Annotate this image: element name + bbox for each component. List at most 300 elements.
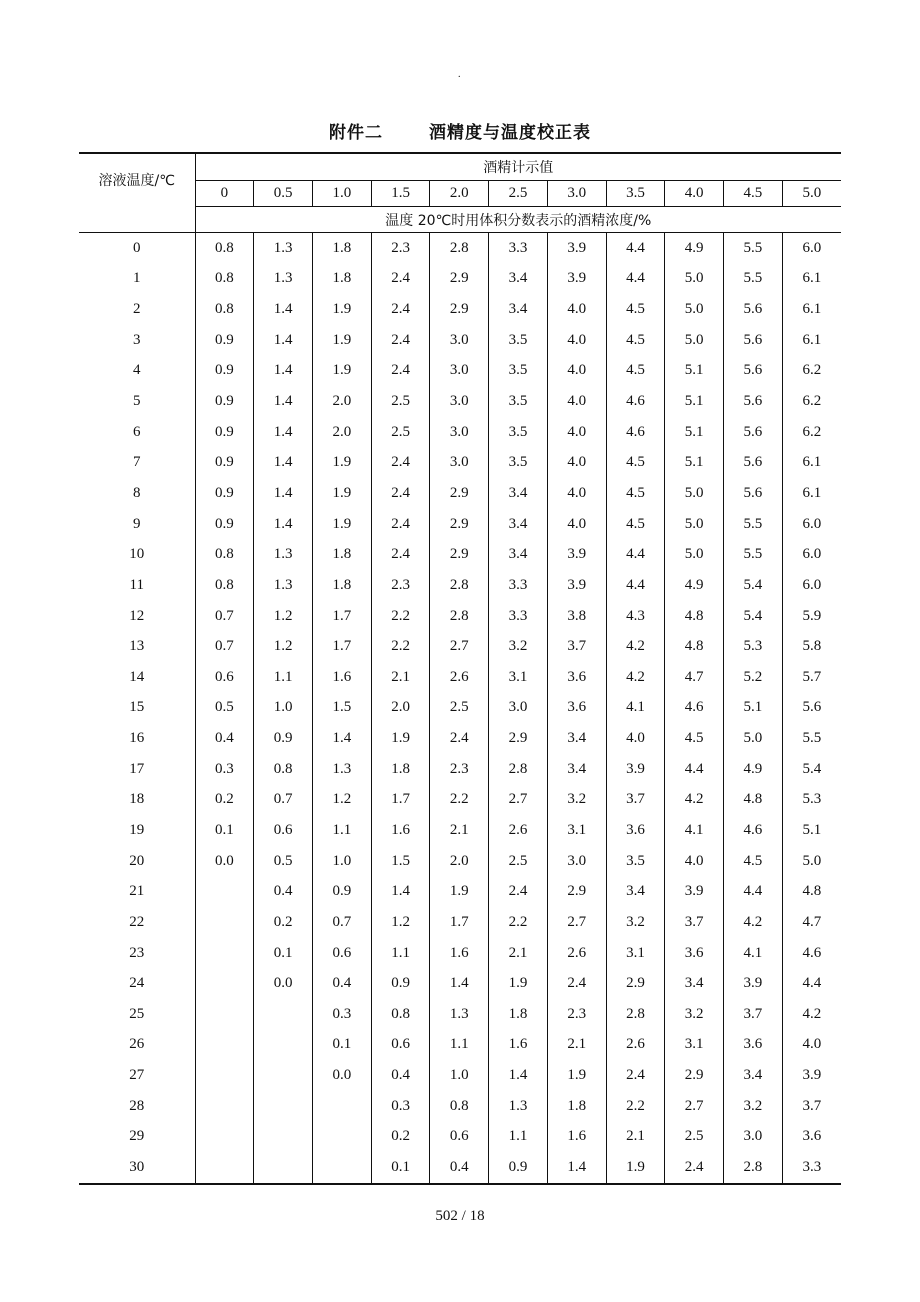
value-cell: 3.9 bbox=[547, 570, 606, 601]
value-cell: 2.8 bbox=[430, 233, 489, 264]
value-cell: 4.1 bbox=[724, 938, 783, 969]
value-cell: 3.5 bbox=[489, 417, 548, 448]
value-cell: 1.9 bbox=[312, 356, 371, 387]
temperature-cell: 25 bbox=[129, 1005, 145, 1022]
value-cell: 3.0 bbox=[547, 846, 606, 877]
value-cell: 5.5 bbox=[724, 539, 783, 570]
value-cell: 5.6 bbox=[724, 325, 783, 356]
meter-value: 4.0 bbox=[665, 181, 724, 207]
value-cell: 3.4 bbox=[489, 264, 548, 295]
value-cell: 1.3 bbox=[254, 264, 313, 295]
value-cell: 2.0 bbox=[430, 846, 489, 877]
value-cell: 4.0 bbox=[547, 386, 606, 417]
table-row bbox=[79, 907, 841, 938]
value-cell: 1.4 bbox=[254, 356, 313, 387]
value-cell: 4.5 bbox=[606, 325, 665, 356]
value-cell: 1.4 bbox=[254, 478, 313, 509]
title-appendix: 附件二 bbox=[329, 123, 383, 143]
value-cell: 1.8 bbox=[312, 539, 371, 570]
value-cell: 1.4 bbox=[371, 876, 430, 907]
value-cell: 1.4 bbox=[254, 294, 313, 325]
temperature-cell: 11 bbox=[129, 576, 144, 593]
value-cell: 1.3 bbox=[430, 999, 489, 1030]
value-cell: 3.9 bbox=[606, 754, 665, 785]
value-cell: 0.0 bbox=[195, 846, 254, 877]
table-row bbox=[79, 785, 841, 816]
value-cell: 3.0 bbox=[430, 356, 489, 387]
page-footer bbox=[0, 1208, 920, 1225]
value-cell: 1.6 bbox=[312, 662, 371, 693]
value-cell: 1.1 bbox=[430, 1030, 489, 1061]
value-cell: 0.2 bbox=[195, 785, 254, 816]
value-cell: 3.9 bbox=[782, 1060, 841, 1091]
table-row bbox=[79, 509, 841, 540]
value-cell: 1.3 bbox=[254, 233, 313, 264]
value-cell: 4.8 bbox=[782, 876, 841, 907]
value-cell: 1.9 bbox=[547, 1060, 606, 1091]
value-cell: 1.9 bbox=[606, 1152, 665, 1184]
value-cell: 4.0 bbox=[782, 1030, 841, 1061]
page-total: 18 bbox=[469, 1208, 485, 1224]
value-cell: 2.1 bbox=[371, 662, 430, 693]
value-cell: 0.7 bbox=[195, 601, 254, 632]
value-cell: 4.4 bbox=[724, 876, 783, 907]
value-cell: 2.4 bbox=[371, 447, 430, 478]
table-row bbox=[79, 1152, 841, 1184]
value-cell: 0.6 bbox=[430, 1122, 489, 1153]
value-cell: 4.5 bbox=[724, 846, 783, 877]
meter-value: 2.5 bbox=[489, 181, 548, 207]
value-cell: 2.5 bbox=[430, 693, 489, 724]
value-cell: 1.9 bbox=[312, 478, 371, 509]
temperature-cell: 26 bbox=[129, 1036, 145, 1053]
value-cell: 0.4 bbox=[430, 1152, 489, 1184]
value-cell: 0.9 bbox=[312, 876, 371, 907]
temperature-cell: 4 bbox=[133, 362, 141, 379]
value-cell: 2.4 bbox=[371, 478, 430, 509]
value-cell bbox=[254, 999, 313, 1030]
temperature-cell: 7 bbox=[133, 454, 141, 471]
value-cell: 4.8 bbox=[724, 785, 783, 816]
value-cell: 2.2 bbox=[371, 631, 430, 662]
value-cell: 5.1 bbox=[665, 386, 724, 417]
temperature-cell: 30 bbox=[79, 1152, 195, 1184]
value-cell: 3.4 bbox=[724, 1060, 783, 1091]
value-cell: 4.0 bbox=[547, 294, 606, 325]
value-cell: 4.9 bbox=[665, 570, 724, 601]
value-cell: 4.8 bbox=[665, 601, 724, 632]
value-cell: 3.4 bbox=[489, 478, 548, 509]
value-cell: 3.2 bbox=[724, 1091, 783, 1122]
value-cell: 1.9 bbox=[312, 325, 371, 356]
value-cell: 1.1 bbox=[254, 662, 313, 693]
value-cell: 4.2 bbox=[724, 907, 783, 938]
value-cell: 2.9 bbox=[547, 876, 606, 907]
value-cell: 3.7 bbox=[547, 631, 606, 662]
meter-value: 1.0 bbox=[312, 181, 371, 207]
value-cell: 3.1 bbox=[665, 1030, 724, 1061]
value-cell: 1.8 bbox=[312, 570, 371, 601]
value-cell: 2.8 bbox=[430, 570, 489, 601]
value-cell: 2.1 bbox=[606, 1122, 665, 1153]
value-cell: 4.5 bbox=[665, 723, 724, 754]
value-cell: 5.1 bbox=[665, 417, 724, 448]
value-cell: 6.0 bbox=[782, 539, 841, 570]
table-row bbox=[79, 539, 841, 570]
value-cell: 3.1 bbox=[606, 938, 665, 969]
value-cell: 3.4 bbox=[547, 754, 606, 785]
value-cell: 2.5 bbox=[665, 1122, 724, 1153]
value-cell: 2.8 bbox=[430, 601, 489, 632]
temperature-cell: 14 bbox=[129, 668, 145, 685]
value-cell: 4.4 bbox=[606, 233, 665, 264]
value-cell: 0.1 bbox=[254, 938, 313, 969]
value-cell: 1.6 bbox=[489, 1030, 548, 1061]
value-cell: 2.5 bbox=[371, 417, 430, 448]
value-cell: 4.0 bbox=[547, 325, 606, 356]
value-cell: 1.3 bbox=[254, 570, 313, 601]
value-cell: 3.0 bbox=[430, 447, 489, 478]
value-cell: 2.4 bbox=[665, 1152, 724, 1184]
value-cell: 0.9 bbox=[195, 386, 254, 417]
value-cell: 6.2 bbox=[782, 417, 841, 448]
value-cell: 0.1 bbox=[312, 1030, 371, 1061]
value-cell: 4.5 bbox=[606, 294, 665, 325]
value-cell: 2.0 bbox=[312, 417, 371, 448]
value-cell: 2.9 bbox=[430, 294, 489, 325]
unit-label: 温度 20℃时用体积分数表示的酒精浓度/% bbox=[195, 207, 841, 233]
table-row bbox=[79, 1030, 841, 1061]
value-cell: 2.4 bbox=[547, 968, 606, 999]
value-cell: 4.9 bbox=[665, 233, 724, 264]
value-cell: 0.9 bbox=[195, 509, 254, 540]
value-cell: 2.9 bbox=[430, 509, 489, 540]
value-cell: 4.5 bbox=[606, 478, 665, 509]
value-cell: 4.4 bbox=[606, 570, 665, 601]
temperature-cell: 18 bbox=[129, 791, 145, 808]
value-cell: 2.6 bbox=[606, 1030, 665, 1061]
meter-value: 5.0 bbox=[782, 181, 841, 207]
value-cell: 2.7 bbox=[547, 907, 606, 938]
value-cell bbox=[195, 907, 254, 938]
value-cell: 2.7 bbox=[665, 1091, 724, 1122]
temperature-cell: 21 bbox=[129, 883, 145, 900]
value-cell: 3.5 bbox=[489, 356, 548, 387]
value-cell: 1.7 bbox=[312, 631, 371, 662]
value-cell: 5.1 bbox=[782, 815, 841, 846]
value-cell: 4.0 bbox=[547, 509, 606, 540]
value-cell: 5.6 bbox=[724, 417, 783, 448]
temperature-cell: 15 bbox=[129, 699, 145, 716]
value-cell: 3.6 bbox=[547, 693, 606, 724]
value-cell: 5.5 bbox=[724, 233, 783, 264]
value-cell: 5.2 bbox=[724, 662, 783, 693]
value-cell: 3.0 bbox=[430, 386, 489, 417]
value-cell: 5.0 bbox=[665, 294, 724, 325]
title-name: 酒精度与温度校正表 bbox=[429, 123, 591, 143]
temperature-cell: 12 bbox=[129, 607, 145, 624]
table-row bbox=[79, 447, 841, 478]
table-row bbox=[79, 999, 841, 1030]
value-cell: 0.2 bbox=[254, 907, 313, 938]
value-cell: 2.7 bbox=[430, 631, 489, 662]
value-cell: 2.6 bbox=[430, 662, 489, 693]
value-cell: 0.4 bbox=[254, 876, 313, 907]
value-cell: 0.8 bbox=[195, 539, 254, 570]
value-cell: 2.9 bbox=[489, 723, 548, 754]
value-cell bbox=[195, 968, 254, 999]
value-cell: 3.4 bbox=[489, 539, 548, 570]
value-cell: 2.4 bbox=[489, 876, 548, 907]
table-row bbox=[79, 1091, 841, 1122]
value-cell: 1.5 bbox=[312, 693, 371, 724]
value-cell: 2.5 bbox=[489, 846, 548, 877]
value-cell: 1.9 bbox=[312, 447, 371, 478]
meter-value: 1.5 bbox=[371, 181, 430, 207]
value-cell: 2.4 bbox=[371, 325, 430, 356]
value-cell: 2.8 bbox=[489, 754, 548, 785]
value-cell: 0.7 bbox=[312, 907, 371, 938]
value-cell: 2.9 bbox=[665, 1060, 724, 1091]
temperature-cell: 1 bbox=[133, 270, 141, 287]
value-cell: 6.1 bbox=[782, 294, 841, 325]
value-cell: 0.6 bbox=[312, 938, 371, 969]
value-cell: 5.9 bbox=[782, 601, 841, 632]
meter-label: 酒精计示值 bbox=[195, 153, 841, 181]
value-cell: 1.0 bbox=[430, 1060, 489, 1091]
value-cell: 2.9 bbox=[430, 478, 489, 509]
value-cell bbox=[254, 1091, 313, 1122]
value-cell: 1.9 bbox=[312, 294, 371, 325]
value-cell: 2.4 bbox=[430, 723, 489, 754]
value-cell: 1.5 bbox=[371, 846, 430, 877]
temperature-cell: 17 bbox=[129, 760, 145, 777]
value-cell: 3.2 bbox=[547, 785, 606, 816]
value-cell: 4.0 bbox=[547, 447, 606, 478]
value-cell: 1.4 bbox=[254, 386, 313, 417]
meter-value: 2.0 bbox=[430, 181, 489, 207]
value-cell: 3.9 bbox=[547, 539, 606, 570]
value-cell: 4.0 bbox=[547, 478, 606, 509]
value-cell: 2.4 bbox=[371, 356, 430, 387]
value-cell: 1.2 bbox=[254, 631, 313, 662]
value-cell: 1.6 bbox=[371, 815, 430, 846]
value-cell: 0.3 bbox=[312, 999, 371, 1030]
value-cell: 1.1 bbox=[371, 938, 430, 969]
value-cell: 2.9 bbox=[606, 968, 665, 999]
value-cell: 0.9 bbox=[195, 356, 254, 387]
temperature-cell: 20 bbox=[129, 852, 145, 869]
value-cell: 1.2 bbox=[254, 601, 313, 632]
temperature-cell: 28 bbox=[129, 1097, 145, 1114]
meter-value: 0 bbox=[195, 181, 254, 207]
value-cell: 3.4 bbox=[489, 294, 548, 325]
value-cell: 5.5 bbox=[782, 723, 841, 754]
value-cell: 0.1 bbox=[195, 815, 254, 846]
value-cell: 0.6 bbox=[254, 815, 313, 846]
value-cell: 4.6 bbox=[782, 938, 841, 969]
value-cell: 1.4 bbox=[254, 325, 313, 356]
value-cell bbox=[195, 1060, 254, 1091]
value-cell: 3.7 bbox=[782, 1091, 841, 1122]
value-cell: 0.7 bbox=[195, 631, 254, 662]
value-cell: 1.8 bbox=[371, 754, 430, 785]
value-cell: 5.6 bbox=[724, 386, 783, 417]
value-cell: 0.4 bbox=[371, 1060, 430, 1091]
table-row bbox=[79, 264, 841, 295]
value-cell bbox=[195, 999, 254, 1030]
table-row bbox=[79, 601, 841, 632]
value-cell: 5.1 bbox=[724, 693, 783, 724]
value-cell: 0.8 bbox=[430, 1091, 489, 1122]
value-cell: 5.0 bbox=[782, 846, 841, 877]
value-cell: 3.3 bbox=[782, 1152, 841, 1184]
value-cell bbox=[195, 938, 254, 969]
value-cell: 0.9 bbox=[489, 1152, 548, 1184]
value-cell: 0.8 bbox=[371, 999, 430, 1030]
value-cell: 3.3 bbox=[489, 601, 548, 632]
value-cell: 2.1 bbox=[430, 815, 489, 846]
value-cell: 1.9 bbox=[430, 876, 489, 907]
value-cell: 4.9 bbox=[724, 754, 783, 785]
value-cell: 1.9 bbox=[489, 968, 548, 999]
value-cell: 3.0 bbox=[489, 693, 548, 724]
value-cell: 0.5 bbox=[195, 693, 254, 724]
value-cell: 3.6 bbox=[782, 1122, 841, 1153]
value-cell: 2.4 bbox=[371, 539, 430, 570]
value-cell: 0.3 bbox=[371, 1091, 430, 1122]
value-cell: 2.6 bbox=[547, 938, 606, 969]
value-cell: 5.6 bbox=[724, 478, 783, 509]
value-cell: 4.6 bbox=[724, 815, 783, 846]
value-cell: 1.8 bbox=[489, 999, 548, 1030]
value-cell: 6.0 bbox=[782, 233, 841, 264]
value-cell: 4.3 bbox=[606, 601, 665, 632]
value-cell: 6.1 bbox=[782, 264, 841, 295]
value-cell: 0.8 bbox=[195, 294, 254, 325]
value-cell: 2.2 bbox=[430, 785, 489, 816]
temperature-cell: 10 bbox=[129, 546, 145, 563]
table-row bbox=[79, 662, 841, 693]
value-cell: 0.0 bbox=[254, 968, 313, 999]
value-cell: 5.6 bbox=[724, 356, 783, 387]
table-body bbox=[79, 233, 841, 1184]
value-cell: 1.4 bbox=[489, 1060, 548, 1091]
value-cell: 0.9 bbox=[371, 968, 430, 999]
value-cell: 2.3 bbox=[430, 754, 489, 785]
value-cell: 5.0 bbox=[665, 325, 724, 356]
table-row bbox=[79, 325, 841, 356]
value-cell: 2.4 bbox=[371, 509, 430, 540]
value-cell: 4.1 bbox=[606, 693, 665, 724]
value-cell: 1.8 bbox=[312, 264, 371, 295]
value-cell: 4.2 bbox=[606, 662, 665, 693]
value-cell: 3.7 bbox=[724, 999, 783, 1030]
value-cell bbox=[254, 1060, 313, 1091]
page-title bbox=[0, 118, 920, 143]
value-cell: 4.5 bbox=[606, 447, 665, 478]
value-cell: 1.3 bbox=[489, 1091, 548, 1122]
value-cell: 3.5 bbox=[489, 447, 548, 478]
value-cell: 3.8 bbox=[547, 601, 606, 632]
value-cell: 1.9 bbox=[312, 509, 371, 540]
value-cell: 3.2 bbox=[665, 999, 724, 1030]
value-cell: 0.9 bbox=[195, 478, 254, 509]
value-cell: 5.0 bbox=[665, 478, 724, 509]
value-cell: 3.2 bbox=[606, 907, 665, 938]
value-cell: 6.1 bbox=[782, 447, 841, 478]
table-row bbox=[79, 938, 841, 969]
value-cell: 3.2 bbox=[489, 631, 548, 662]
meter-value: 4.5 bbox=[724, 181, 783, 207]
value-cell: 4.2 bbox=[665, 785, 724, 816]
meter-value: 3.0 bbox=[547, 181, 606, 207]
value-cell: 4.4 bbox=[665, 754, 724, 785]
value-cell: 1.4 bbox=[430, 968, 489, 999]
value-cell: 3.4 bbox=[606, 876, 665, 907]
value-cell: 4.1 bbox=[665, 815, 724, 846]
value-cell: 1.7 bbox=[430, 907, 489, 938]
value-cell: 0.8 bbox=[254, 754, 313, 785]
value-cell: 3.6 bbox=[606, 815, 665, 846]
value-cell: 0.9 bbox=[195, 447, 254, 478]
temperature-cell: 16 bbox=[129, 730, 145, 747]
value-cell bbox=[195, 1030, 254, 1061]
value-cell: 3.4 bbox=[547, 723, 606, 754]
table-row bbox=[79, 1060, 841, 1091]
value-cell: 5.6 bbox=[782, 693, 841, 724]
value-cell: 6.1 bbox=[782, 478, 841, 509]
value-cell: 3.7 bbox=[606, 785, 665, 816]
table-row bbox=[79, 356, 841, 387]
value-cell: 2.9 bbox=[430, 539, 489, 570]
value-cell: 4.8 bbox=[665, 631, 724, 662]
value-cell: 0.7 bbox=[254, 785, 313, 816]
page-number: 502 bbox=[435, 1208, 458, 1224]
temperature-cell: 5 bbox=[133, 393, 141, 410]
value-cell: 0.4 bbox=[195, 723, 254, 754]
value-cell: 5.0 bbox=[665, 264, 724, 295]
value-cell: 1.3 bbox=[312, 754, 371, 785]
value-cell: 3.9 bbox=[724, 968, 783, 999]
value-cell: 4.0 bbox=[665, 846, 724, 877]
value-cell: 0.6 bbox=[195, 662, 254, 693]
value-cell bbox=[312, 1091, 371, 1122]
temperature-cell: 24 bbox=[129, 975, 145, 992]
meter-value: 0.5 bbox=[254, 181, 313, 207]
temperature-cell: 29 bbox=[129, 1128, 145, 1145]
value-cell: 3.5 bbox=[489, 386, 548, 417]
value-cell: 2.0 bbox=[312, 386, 371, 417]
value-cell: 4.6 bbox=[606, 417, 665, 448]
temperature-cell: 2 bbox=[133, 301, 141, 318]
value-cell: 2.7 bbox=[489, 785, 548, 816]
temperature-cell: 8 bbox=[133, 484, 141, 501]
value-cell: 0.8 bbox=[195, 570, 254, 601]
value-cell: 6.0 bbox=[782, 509, 841, 540]
value-cell: 4.0 bbox=[606, 723, 665, 754]
value-cell: 5.3 bbox=[724, 631, 783, 662]
temperature-cell: 9 bbox=[133, 515, 141, 532]
value-cell: 3.5 bbox=[489, 325, 548, 356]
value-cell: 3.6 bbox=[724, 1030, 783, 1061]
value-cell: 1.3 bbox=[254, 539, 313, 570]
value-cell: 0.9 bbox=[254, 723, 313, 754]
value-cell: 5.7 bbox=[782, 662, 841, 693]
value-cell: 1.0 bbox=[254, 693, 313, 724]
value-cell: 1.4 bbox=[254, 417, 313, 448]
value-cell: 2.8 bbox=[724, 1152, 783, 1184]
